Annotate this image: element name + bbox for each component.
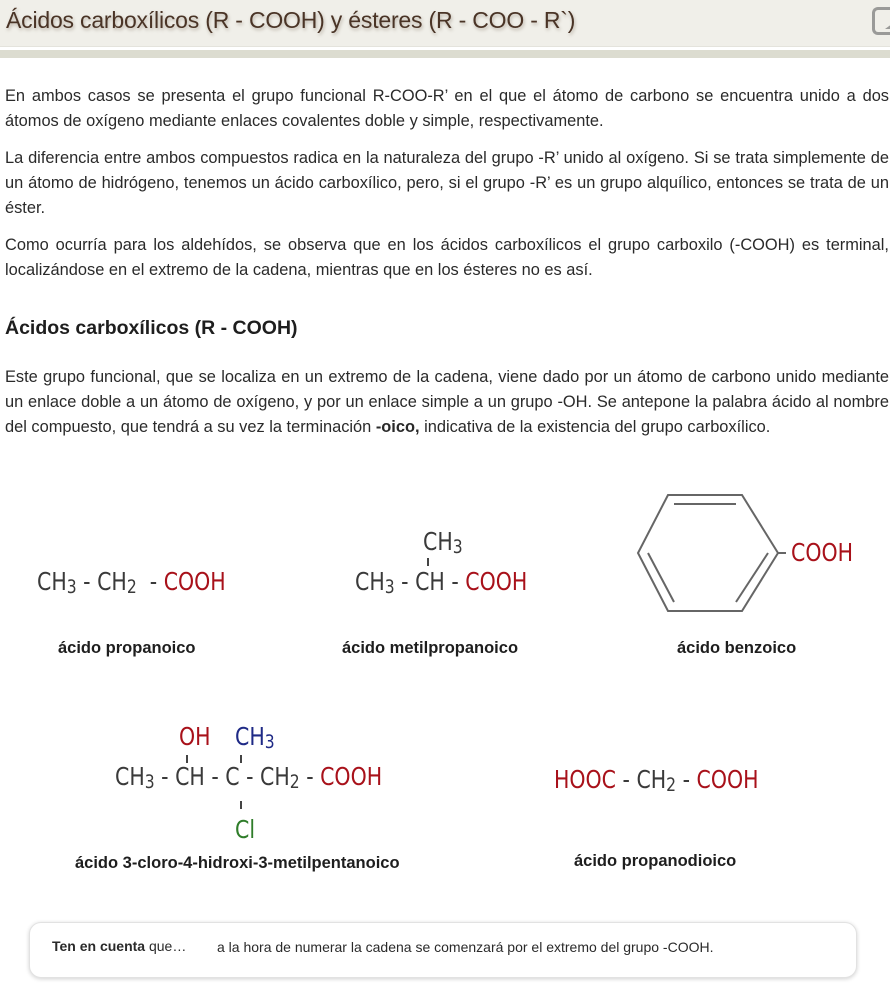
bond-line xyxy=(240,801,242,809)
section-paragraph xyxy=(5,365,889,440)
formula-propanodioico: HOOC - $CH_2$ - COOH xyxy=(554,765,759,796)
intro-paragraph-2: La diferencia entre ambos compuestos radica en la naturaleza del grupo -R’ unido al oxígeno. Si se trata simplemente de un átomo de hidrógeno, tenemos un ácido carboxílico, pero, si el grupo -R’ es un grupo alquílico, entonces se trata de un éster. xyxy=(5,149,889,217)
tip-text: a la hora de numerar la cadena se comenzará por el extremo del grupo -COOH. xyxy=(217,939,714,955)
exit-icon[interactable] xyxy=(872,7,890,35)
formula-pentanoico: $CH_3$ - CH - C - $CH_2$ - COOH xyxy=(115,762,383,793)
tip-box xyxy=(29,922,857,978)
bond-line xyxy=(427,558,429,566)
formula-metilpropanoico: $CH_3$ - CH - COOH xyxy=(355,567,528,598)
carboxyl-group: COOH xyxy=(320,762,383,791)
section-paragraph-text: Este grupo funcional, que se localiza en un extremo de la cadena, viene dado por un átomo de carbono unido mediante un enlace doble a un átomo de oxígeno, y por un enlace simple a un grupo -OH. Se antepone la palabra ácido al nombre del compuesto, que tendrá a su vez la terminación xyxy=(5,368,889,436)
carboxyl-group: COOH xyxy=(791,538,854,567)
formula-propanoico: $CH_3 - CH_2$ - COOH xyxy=(37,567,226,598)
caption-pentanoico: ácido 3-cloro-4-hidroxi-3-metilpentanoico xyxy=(75,854,400,872)
caption-propanoico: ácido propanoico xyxy=(58,639,196,657)
suffix-oico: -oico, xyxy=(375,418,420,436)
formula-methyl-branch: $CH_3$ xyxy=(423,527,463,558)
carboxyl-group: COOH xyxy=(696,765,759,794)
tip-label: Ten en cuenta que… xyxy=(52,938,187,954)
formula-hydroxyl: OH xyxy=(179,722,211,751)
carboxyl-group: HOOC xyxy=(554,765,617,794)
caption-propanodioico: ácido propanodioico xyxy=(574,852,737,870)
section-paragraph-text-end: indicativa de la existencia del grupo carboxílico. xyxy=(419,418,771,436)
carboxyl-group: COOH xyxy=(465,567,528,596)
caption-benzoico: ácido benzoico xyxy=(677,639,797,657)
page-title: Ácidos carboxílicos (R - COOH) y ésteres (R - COO - R`) xyxy=(6,7,576,33)
header-divider xyxy=(0,50,890,58)
caption-metilpropanoico: ácido metilpropanoico xyxy=(342,639,519,657)
formula-chlorine: Cl xyxy=(235,815,256,844)
intro-paragraph-1: En ambos casos se presenta el grupo funcional R-COO-R’ en el que el átomo de carbono se encuentra unido a dos átomos de oxígeno mediante enlaces covalentes doble y simple, respectivamente. xyxy=(5,87,889,130)
section-title: Ácidos carboxílicos (R - COOH) xyxy=(5,317,298,339)
page-header xyxy=(0,0,890,47)
formula-methyl-branch: $CH_3$ xyxy=(235,722,275,753)
formula-benzoico xyxy=(791,538,853,567)
benzene-ring-icon xyxy=(636,492,786,614)
intro-paragraph-3: Como ocurría para los aldehídos, se observa que en los ácidos carboxílicos el grupo carboxilo (-COOH) es terminal, localizándose en el extremo de la cadena, mientras que en los ésteres no es así. xyxy=(5,236,889,279)
carboxyl-group: COOH xyxy=(163,567,226,596)
